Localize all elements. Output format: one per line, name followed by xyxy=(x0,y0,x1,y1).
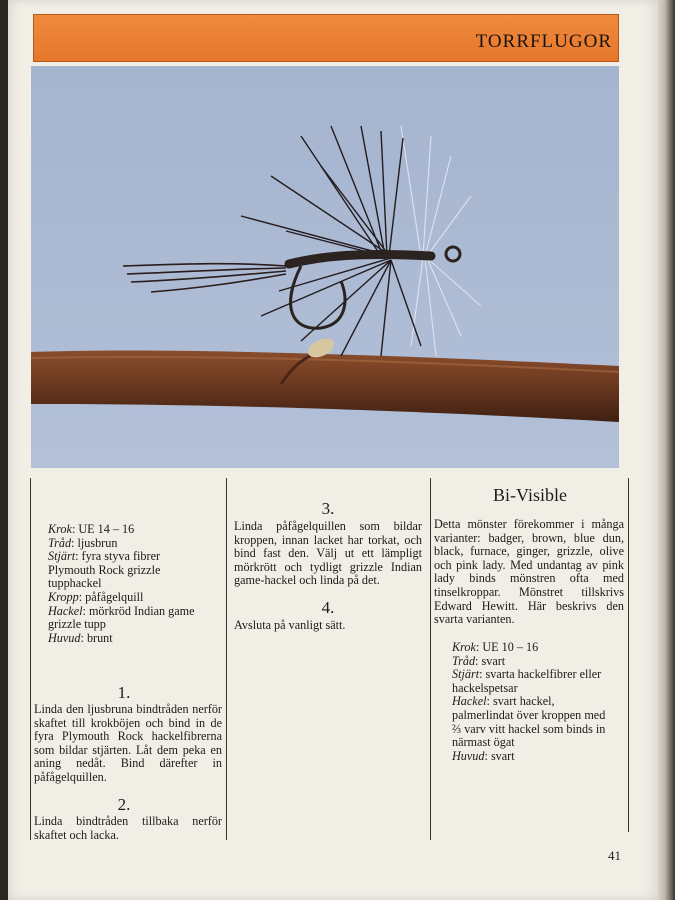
step-2-text: Linda bindtråden tillbaka nerför skaftet och lacka. xyxy=(34,814,222,842)
material-line: Krok: UE 10 – 16 xyxy=(452,640,539,654)
step-3-number: 3. xyxy=(321,499,335,518)
page-edge xyxy=(658,0,675,900)
step-3-text: Linda påfågelquillen som bildar kroppen, innan lacket har torkat, och bind fast den. Välj ut ett lämpligt mörkrött och tydligt grizzle Indian game-hackel och linda på det. xyxy=(234,519,422,588)
material-line: Krok: UE 14 – 16 xyxy=(48,522,135,536)
material-line: Stjärt: fyra styva fibrer Plymouth Rock grizzle tupphackel xyxy=(48,549,161,591)
column-divider xyxy=(430,478,431,840)
section-header xyxy=(33,14,619,62)
step-4-number: 4. xyxy=(321,598,335,617)
column-divider xyxy=(30,478,31,840)
column-divider xyxy=(226,478,227,840)
right-materials xyxy=(452,641,612,763)
material-line: Huvud: brunt xyxy=(48,630,113,645)
pattern-title: Bi-Visible xyxy=(493,485,567,505)
material-line: Huvud: svart xyxy=(452,748,515,763)
material-line: Tråd: svart xyxy=(452,653,506,668)
material-line: Hackel: svart hackel, palmerlindat över kroppen med ⅔ varv vitt hackel som binds in närmast ögat xyxy=(452,694,606,750)
step-4-text: Avsluta på vanligt sätt. xyxy=(234,618,346,632)
column-divider xyxy=(628,478,629,832)
pattern-intro: Detta mönster förekommer i många varianter: badger, brown, blue dun, black, furnace, ginger, grizzle, olive och pink lady. Med undantag av pink lady binds mönstren ofta med tinselkroppar. Mönstret tillskrivs Edward Hewitt. Här beskrivs den svarta varianten. xyxy=(434,517,624,627)
fly-photo xyxy=(31,66,619,468)
step-2-number: 2. xyxy=(117,795,131,814)
step-1-text: Linda den ljusbruna bindtråden nerför skaftet till krokböjen och bind in de fyra Plymouth Rock hackelfibrerna som bildar stjärten. Låt dem peka en aning nedåt. Bind därefter in påfågelquillen. xyxy=(34,702,222,784)
step-1-number: 1. xyxy=(117,683,131,702)
material-line: Hackel: mörkröd Indian game grizzle tupp xyxy=(48,603,195,632)
left-materials xyxy=(48,523,198,645)
section-title: TORRFLUGOR xyxy=(475,31,612,52)
material-line: Tråd: ljusbrun xyxy=(48,535,118,550)
material-line: Kropp: påfågelquill xyxy=(48,589,144,604)
fly-illustration xyxy=(31,66,619,468)
page-number: 41 xyxy=(608,848,621,863)
material-line: Stjärt: svarta hackelfibrer eller hackelspetsar xyxy=(452,667,602,695)
